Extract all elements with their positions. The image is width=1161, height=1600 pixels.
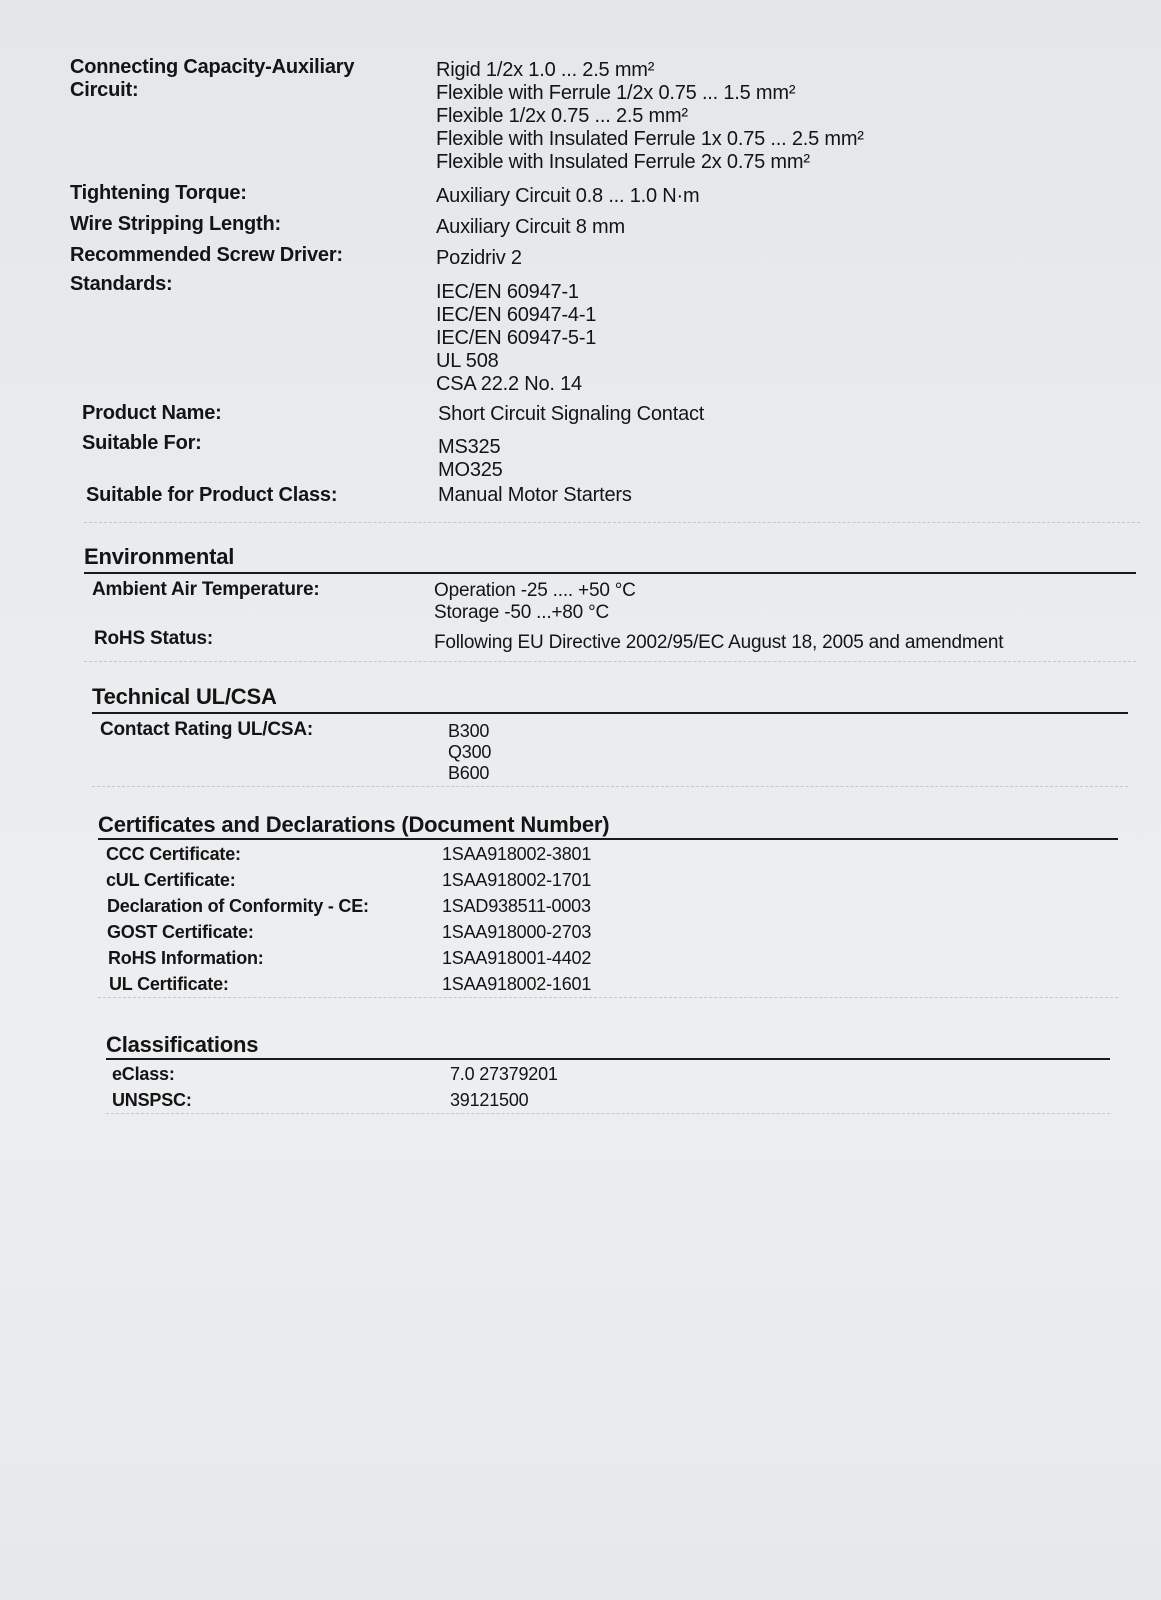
section-rule [98,838,1118,840]
certificate-row [98,971,1118,997]
spec-value: Following EU Directive 2002/95/EC August 18, 2005 and amendment [434,632,1004,653]
section-rule [106,1058,1110,1060]
spec-value: Q300 [448,742,492,762]
certificate-label: cUL Certificate: [106,870,236,890]
spec-row-product-name [82,402,1122,432]
certificate-row [98,867,1118,893]
certificate-row [98,893,1118,919]
spec-label: Connecting Capacity-Auxiliary Circuit: [70,56,355,101]
spec-values [436,244,522,270]
spec-values [438,484,632,507]
spec-row-connecting-capacity [70,56,1130,182]
spec-value: Manual Motor Starters [438,484,632,506]
spec-value: B300 [448,721,490,741]
spec-label: Product Name: [82,402,222,424]
certificate-number: 1SAA918002-3801 [442,844,592,864]
spec-values [438,432,503,482]
row-separator [106,1113,1110,1114]
spec-value: Rigid 1/2x 1.0 ... 2.5 mm² [436,59,655,81]
certificate-label: CCC Certificate: [106,844,241,864]
certificate-row [98,841,1118,867]
certificate-number: 1SAA918002-1601 [442,974,592,994]
spec-row-standards [70,273,1130,396]
spec-values [436,273,596,396]
classification-label: eClass: [112,1064,175,1084]
spec-label: Suitable For: [82,432,202,454]
technical-section [92,684,1128,787]
spec-value: Auxiliary Circuit 8 mm [436,216,625,238]
spec-values [436,213,625,239]
spec-value: Flexible 1/2x 0.75 ... 2.5 mm² [436,105,688,127]
row-separator [84,522,1140,523]
section-title: Classifications [106,1032,259,1057]
certificate-label: GOST Certificate: [107,922,254,942]
certificates-list [98,841,1118,997]
spec-label: Recommended Screw Driver: [70,244,343,266]
certificate-number: 1SAA918000-2703 [442,922,592,942]
certificate-row [98,919,1118,945]
spec-values [436,182,699,208]
spec-label: Wire Stripping Length: [70,213,281,235]
spec-row-rohs-status [84,627,1136,655]
row-separator [84,661,1136,662]
environmental-section [84,544,1136,662]
spec-label: RoHS Status: [94,628,213,649]
spec-label: Suitable for Product Class: [86,484,338,506]
spec-label: Tightening Torque: [70,182,247,204]
spec-row-wire-stripping [70,213,1130,244]
spec-row-contact-rating [92,718,1128,784]
certificate-label: Declaration of Conformity - CE: [107,896,369,916]
row-separator [92,786,1128,787]
spec-value: UL 508 [436,350,499,372]
section-rule [92,712,1128,714]
section-title: Technical UL/CSA [92,684,277,709]
spec-value: CSA 22.2 No. 14 [436,373,582,395]
spec-value: Flexible with Insulated Ferrule 2x 0.75 mm² [436,151,810,173]
spec-value: IEC/EN 60947-5-1 [436,327,597,349]
spec-row-ambient-temp [84,578,1136,627]
spec-value: Storage -50 ...+80 °C [434,602,610,623]
certificate-label: RoHS Information: [108,948,264,968]
certificate-number: 1SAA918002-1701 [442,870,592,890]
certificate-row [98,945,1118,971]
product-specs [82,402,1122,512]
spec-row-tightening-torque [70,182,1130,213]
spec-value: IEC/EN 60947-4-1 [436,304,597,326]
spec-values [438,402,704,426]
general-specs [70,56,1130,396]
spec-value: Flexible with Ferrule 1/2x 0.75 ... 1.5 mm² [436,82,796,104]
spec-value: Flexible with Insulated Ferrule 1x 0.75 ... 2.5 mm² [436,128,864,150]
certificate-number: 1SAA918001-4402 [442,948,592,968]
certificate-label: UL Certificate: [109,974,229,994]
spec-row-suitable-for [82,432,1122,484]
classification-label: UNSPSC: [112,1090,192,1110]
section-title: Certificates and Declarations (Document Number) [98,812,610,837]
classifications-section [106,1032,1110,1114]
certificate-number: 1SAD938511-0003 [442,896,591,916]
spec-value: Short Circuit Signaling Contact [438,403,705,425]
spec-row-product-class [82,484,1122,512]
classifications-list [106,1061,1110,1113]
spec-value: Operation -25 .... +50 °C [434,580,636,601]
spec-label: Standards: [70,273,173,295]
row-separator [98,997,1118,998]
section-title: Environmental [84,544,235,569]
spec-value: B600 [448,763,490,783]
spec-label: Contact Rating UL/CSA: [100,719,314,740]
spec-row-screw-driver [70,244,1130,273]
spec-value: IEC/EN 60947-1 [436,281,579,303]
classification-value: 7.0 27379201 [450,1064,558,1084]
spec-values [448,718,491,784]
classification-row [106,1061,1110,1087]
classification-row [106,1087,1110,1113]
spec-value: MO325 [438,459,503,481]
spec-values [434,578,636,624]
spec-values [434,627,1003,654]
section-rule [84,572,1136,574]
classification-value: 39121500 [450,1090,529,1110]
spec-values [436,56,864,174]
spec-value: Pozidriv 2 [436,247,522,269]
spec-value: MS325 [438,436,501,458]
certificates-section [98,812,1118,998]
spec-value: Auxiliary Circuit 0.8 ... 1.0 N·m [436,185,700,207]
spec-label: Ambient Air Temperature: [92,579,320,600]
